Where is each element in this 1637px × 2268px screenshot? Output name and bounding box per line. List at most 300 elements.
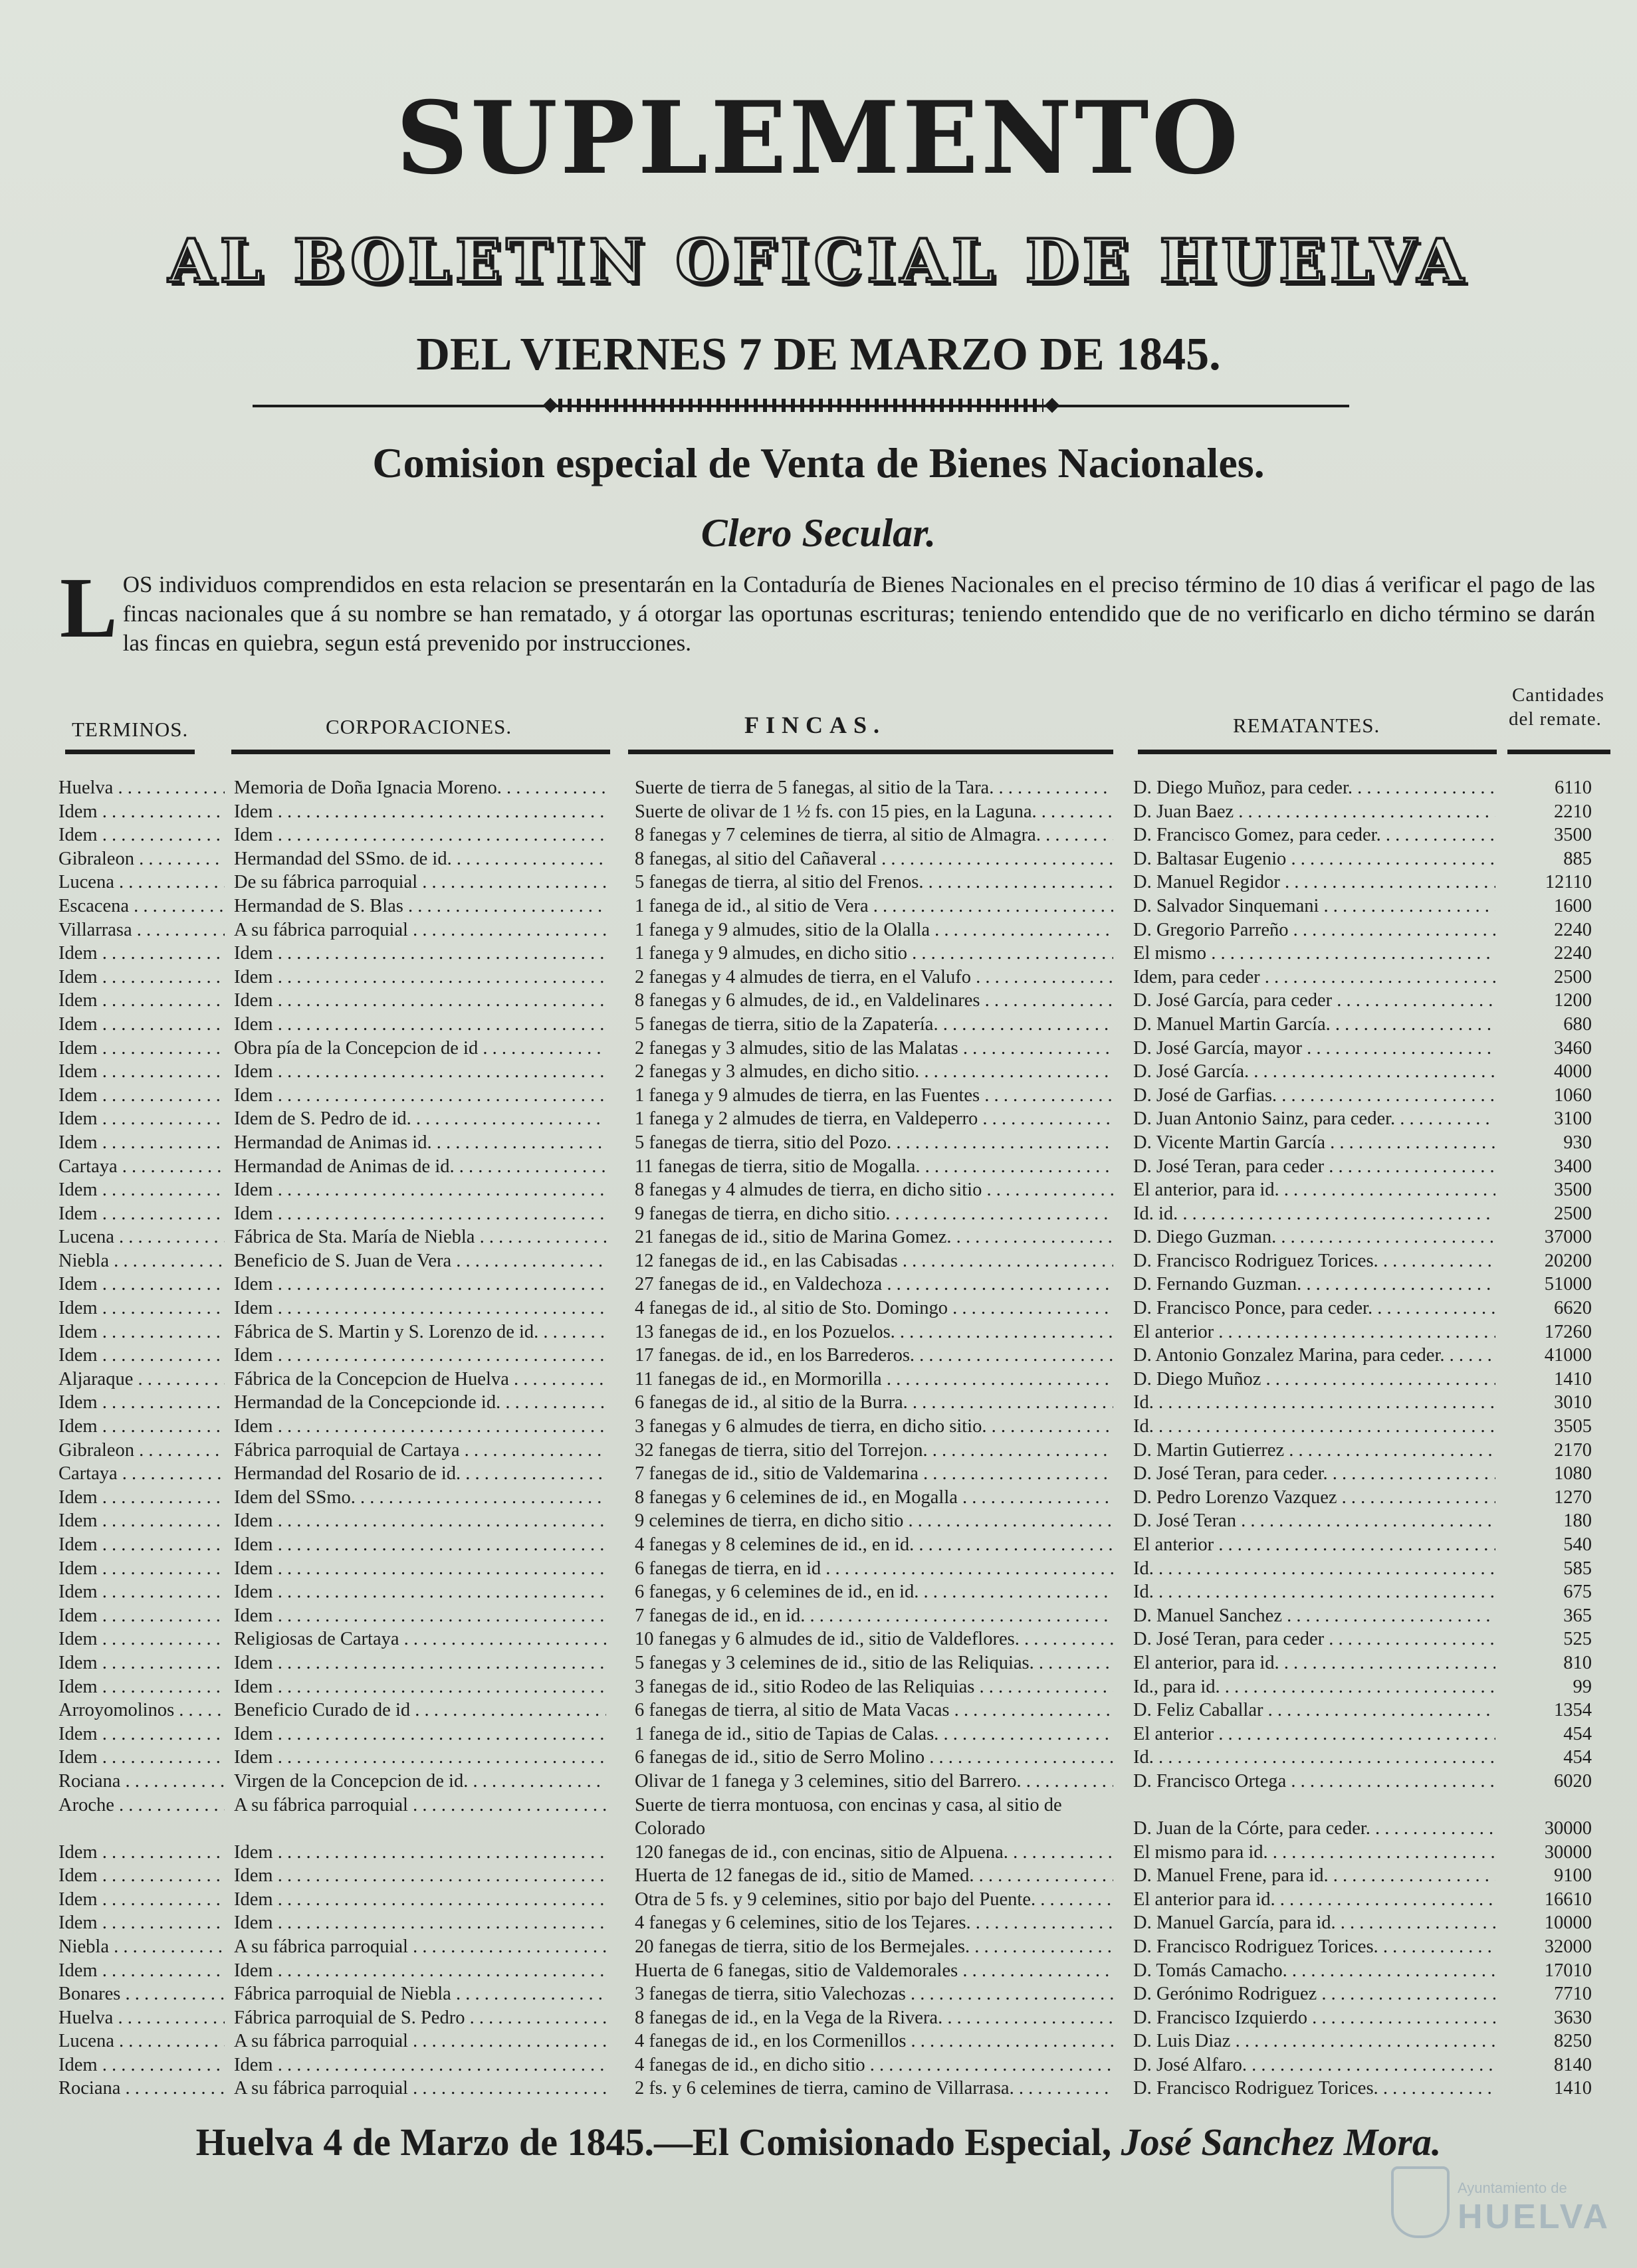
cantidad-cell: 20200: [1544, 1250, 1592, 1271]
finca-cell: 4 fanegas de id., en dicho sitio . . .: [635, 2053, 1113, 2077]
rematante-cell: D. José Teran, para ceder . . .: [1133, 1155, 1495, 1179]
table-row: [0, 1439, 1637, 1463]
finca-cell: 9 celemines de tierra, en dicho sitio . . .: [635, 1509, 1113, 1533]
finca-cell: Suerte de tierra de 5 fanegas, al sitio de la Tara. . . .: [635, 776, 1113, 800]
rematante-cell: D. Vicente Martin García . . .: [1133, 1131, 1495, 1155]
terminos-cell: Idem . . .: [58, 1509, 225, 1533]
cantidad-cell: 32000: [1544, 1936, 1592, 1957]
table-row: [0, 1084, 1637, 1108]
table-row: [0, 1959, 1637, 1983]
table-row: [0, 1580, 1637, 1604]
terminos-cell: Idem . . .: [58, 1084, 225, 1108]
terminos-cell: Idem . . .: [58, 1722, 225, 1746]
rematante-cell: D. Juan Baez . . .: [1133, 800, 1495, 824]
finca-cell: Olivar de 1 fanega y 3 celemines, sitio del Barrero. . . .: [635, 1770, 1113, 1794]
corporacion-cell: A su fábrica parroquial . . .: [234, 2029, 606, 2053]
table-row: [0, 847, 1637, 871]
table-row: [0, 942, 1637, 966]
footer-place-date: Huelva 4 de Marzo de 1845.—El Comisionado Especial,: [195, 2120, 1112, 2164]
finca-cell: 3 fanegas y 6 almudes de tierra, en dicho sitio. . . .: [635, 1415, 1113, 1439]
corporacion-cell: Hermandad de Animas id. . . .: [234, 1131, 606, 1155]
finca-cell: 5 fanegas de tierra, sitio del Pozo. . . .: [635, 1131, 1113, 1155]
rematante-cell: D. Pedro Lorenzo Vazquez . . .: [1133, 1486, 1495, 1510]
watermark-city: HUELVA: [1458, 2198, 1611, 2236]
terminos-cell: Bonares . . .: [58, 1982, 225, 2006]
cantidad-cell: 1410: [1554, 2078, 1592, 2099]
rematante-cell: D. Baltasar Eugenio . . .: [1133, 847, 1495, 871]
cantidad-cell: 2170: [1554, 1439, 1592, 1461]
intro-paragraph: [60, 560, 1595, 658]
terminos-cell: Idem . . .: [58, 1604, 225, 1628]
finca-cell: Otra de 5 fs. y 9 celemines, sitio por bajo del Puente. . . .: [635, 1888, 1113, 1912]
finca-cell: Huerta de 12 fanegas de id., sitio de Mamed. . . .: [635, 1864, 1113, 1888]
finca-cell: 10 fanegas y 6 almudes de id., sitio de Valdeflores. . . .: [635, 1627, 1113, 1651]
corporacion-cell: Idem . . .: [234, 1604, 606, 1628]
terminos-cell: Idem . . .: [58, 1344, 225, 1368]
finca-cell: 5 fanegas de tierra, al sitio del Frenos. . . .: [635, 871, 1113, 894]
corporacion-cell: Idem . . .: [234, 1746, 606, 1770]
terminos-cell: Idem . . .: [58, 800, 225, 824]
corporacion-cell: Hermandad del SSmo. de id. . . .: [234, 847, 606, 871]
cantidad-cell: 3460: [1554, 1037, 1592, 1059]
corporacion-cell: Idem . . .: [234, 1841, 606, 1865]
column-rule: [628, 750, 1113, 754]
terminos-cell: Idem . . .: [58, 823, 225, 847]
column-rule: [1507, 750, 1610, 754]
finca-cell: 5 fanegas de tierra, sitio de la Zapatería. . . .: [635, 1013, 1113, 1037]
table-row: [0, 871, 1637, 894]
finca-cell: 6 fanegas, y 6 celemines de id., en id. . . .: [635, 1580, 1113, 1604]
terminos-cell: Lucena . . .: [58, 871, 225, 894]
rematante-cell: D. Tomás Camacho. . . .: [1133, 1959, 1495, 1983]
section-heading: Clero Secular.: [701, 511, 936, 555]
corporacion-cell: Idem . . .: [234, 1060, 606, 1084]
table-row: [0, 1627, 1637, 1651]
cantidad-cell: 7710: [1554, 1984, 1592, 2005]
corporacion-cell: Idem . . .: [234, 1178, 606, 1202]
finca-cell: 2 fanegas y 4 almudes de tierra, en el Valufo . . .: [635, 966, 1113, 989]
terminos-cell: Rociana . . .: [58, 1770, 225, 1794]
rematante-cell: D. Manuel Martin García. . . .: [1133, 1013, 1495, 1037]
rematante-cell: Id. . . .: [1133, 1415, 1495, 1439]
column-header-terminos: TERMINOS.: [72, 718, 189, 741]
corporacion-cell: Idem . . .: [234, 1296, 606, 1320]
corporacion-cell: Idem . . .: [234, 1580, 606, 1604]
table-row: [0, 1533, 1637, 1557]
terminos-cell: Rociana . . .: [58, 2077, 225, 2101]
corporacion-cell: Idem . . .: [234, 1509, 606, 1533]
table-row: [0, 1864, 1637, 1888]
cantidad-cell: 1080: [1554, 1463, 1592, 1485]
corporacion-cell: Obra pía de la Concepcion de id . . .: [234, 1037, 606, 1061]
terminos-cell: Idem . . .: [58, 1107, 225, 1131]
table-row: [0, 2006, 1637, 2030]
finca-cell: 6 fanegas de id., al sitio de la Burra. . . .: [635, 1391, 1113, 1415]
finca-cell: 21 fanegas de id., sitio de Marina Gomez. . . .: [635, 1225, 1113, 1249]
terminos-cell: Idem . . .: [58, 1296, 225, 1320]
terminos-cell: Idem . . .: [58, 1415, 225, 1439]
table-row: [0, 1982, 1637, 2006]
rematante-cell: Id. id. . . .: [1133, 1202, 1495, 1226]
finca-cell: 11 fanegas de tierra, sitio de Mogalla. . . .: [635, 1155, 1113, 1179]
column-header-rematantes: REMATANTES.: [1233, 714, 1380, 737]
rematante-cell: D. José García, para ceder . . .: [1133, 989, 1495, 1013]
watermark-small-text: Ayuntamiento de: [1458, 2180, 1567, 2196]
rematante-cell: D. José García, mayor . . .: [1133, 1037, 1495, 1061]
finca-cell: 32 fanegas de tierra, sitio del Torrejon. . . .: [635, 1439, 1113, 1463]
corporacion-cell: Fábrica parroquial de Niebla . . .: [234, 1982, 606, 2006]
corporacion-cell: Hermandad de S. Blas . . .: [234, 894, 606, 918]
terminos-cell: Cartaya . . .: [58, 1155, 225, 1179]
rematante-cell: El anterior, para id. . . .: [1133, 1178, 1495, 1202]
corporacion-cell: Idem . . .: [234, 1959, 606, 1983]
finca-cell: 8 fanegas y 4 almudes de tierra, en dicho sitio . . .: [635, 1178, 1113, 1202]
finca-cell: 6 fanegas de tierra, al sitio de Mata Vacas . . .: [635, 1699, 1113, 1722]
cantidad-cell: 30000: [1544, 1841, 1592, 1863]
column-rule: [65, 750, 195, 754]
terminos-cell: Cartaya . . .: [58, 1462, 225, 1486]
terminos-cell: Idem . . .: [58, 1888, 225, 1912]
table-row: [0, 776, 1637, 800]
rematante-cell: D. Fernando Guzman. . . .: [1133, 1273, 1495, 1296]
rematante-cell: D. José Teran, para ceder. . . .: [1133, 1462, 1495, 1486]
corporacion-cell: Idem . . .: [234, 989, 606, 1013]
cantidad-cell: 30000: [1544, 1818, 1592, 1839]
drop-cap: L: [60, 560, 118, 656]
terminos-cell: Idem . . .: [58, 1013, 225, 1037]
corporacion-cell: De su fábrica parroquial . . .: [234, 871, 606, 894]
finca-cell: 9 fanegas de tierra, en dicho sitio. . . .: [635, 1202, 1113, 1226]
cantidad-cell: 810: [1563, 1652, 1592, 1673]
cantidad-cell: 8140: [1554, 2054, 1592, 2075]
cantidad-cell: 675: [1563, 1582, 1592, 1603]
cantidad-cell: 1600: [1554, 895, 1592, 916]
table-row: [0, 1391, 1637, 1415]
corporacion-cell: Idem . . .: [234, 1084, 606, 1108]
terminos-cell: Escacena . . .: [58, 894, 225, 918]
finca-cell: 8 fanegas de id., en la Vega de la Rivera. . . .: [635, 2006, 1113, 2030]
cantidad-cell: 3100: [1554, 1108, 1592, 1130]
table-row: [0, 966, 1637, 989]
cantidad-cell: 1354: [1554, 1700, 1592, 1721]
corporacion-cell: Idem . . .: [234, 823, 606, 847]
terminos-cell: Idem . . .: [58, 966, 225, 989]
table-row: [0, 823, 1637, 847]
rematante-cell: D. Manuel Regidor . . .: [1133, 871, 1495, 894]
table-row: [0, 1911, 1637, 1935]
rematante-cell: Id. . . .: [1133, 1557, 1495, 1581]
finca-cell: 8 fanegas y 6 almudes, de id., en Valdelinares . . .: [635, 989, 1113, 1013]
terminos-cell: Idem . . .: [58, 1202, 225, 1226]
terminos-cell: Idem . . .: [58, 1580, 225, 1604]
cantidad-cell: 3630: [1554, 2007, 1592, 2028]
finca-cell: 3 fanegas de tierra, sitio Valechozas . . .: [635, 1982, 1113, 2006]
table-row: [0, 1841, 1637, 1865]
terminos-cell: Idem . . .: [58, 1131, 225, 1155]
cantidad-cell: 12110: [1545, 872, 1592, 893]
terminos-cell: Huelva . . .: [58, 776, 225, 800]
table-row: [0, 1273, 1637, 1296]
finca-cell: 1 fanega y 9 almudes de tierra, en las Fuentes . . .: [635, 1084, 1113, 1108]
corporacion-cell: A su fábrica parroquial . . .: [234, 1935, 606, 1959]
cantidad-cell: 41000: [1544, 1345, 1592, 1366]
corporacion-cell: Fábrica parroquial de S. Pedro . . .: [234, 2006, 606, 2030]
table-row: [0, 1249, 1637, 1273]
corporacion-cell: Virgen de la Concepcion de id. . . .: [234, 1770, 606, 1794]
cantidad-cell: 930: [1563, 1132, 1592, 1153]
rematante-cell: D. Gregorio Parreño . . .: [1133, 918, 1495, 942]
corporacion-cell: Idem del SSmo. . . .: [234, 1486, 606, 1510]
table-row: [0, 1296, 1637, 1320]
table-row: [0, 1415, 1637, 1439]
corporacion-cell: Beneficio de S. Juan de Vera . . .: [234, 1249, 606, 1273]
corporacion-cell: Beneficio Curado de id . . .: [234, 1699, 606, 1722]
finca-cell: 4 fanegas de id., en los Cormenillos . . .: [635, 2029, 1113, 2053]
table-row: [0, 1060, 1637, 1084]
terminos-cell: Idem . . .: [58, 2053, 225, 2077]
cantidad-cell: 540: [1563, 1534, 1592, 1555]
table-row: [0, 1202, 1637, 1226]
rematante-cell: D. Martin Gutierrez . . .: [1133, 1439, 1495, 1463]
cantidad-cell: 3500: [1554, 825, 1592, 846]
rematante-cell: D. José Teran . . .: [1133, 1509, 1495, 1533]
table-row: [0, 1344, 1637, 1368]
table-row: [0, 2053, 1637, 2077]
table-row: [0, 1557, 1637, 1581]
corporacion-cell: Idem de S. Pedro de id. . . .: [234, 1107, 606, 1131]
finca-cell: 4 fanegas y 6 celemines, sitio de los Tejares. . . .: [635, 1911, 1113, 1935]
corporacion-cell: Idem . . .: [234, 2053, 606, 2077]
rematante-cell: El anterior . . .: [1133, 1533, 1495, 1557]
finca-cell: 1 fanega de id., sitio de Tapias de Calas. . . .: [635, 1722, 1113, 1746]
rematante-cell: D. José Teran, para ceder . . .: [1133, 1627, 1495, 1651]
rematante-cell: El mismo para id. . . .: [1133, 1841, 1495, 1865]
cantidad-cell: 2210: [1554, 801, 1592, 822]
rematante-cell: D. Diego Guzman. . . .: [1133, 1225, 1495, 1249]
cantidad-cell: 6620: [1554, 1298, 1592, 1319]
terminos-cell: Idem . . .: [58, 1273, 225, 1296]
corporacion-cell: Fábrica de la Concepcion de Huelva . . .: [234, 1368, 606, 1392]
finca-cell: 4 fanegas y 8 celemines de id., en id. . . .: [635, 1533, 1113, 1557]
finca-cell: 1 fanega y 9 almudes, en dicho sitio . . .: [635, 942, 1113, 966]
archive-watermark: [1391, 2153, 1611, 2246]
column-rule: [1138, 750, 1497, 754]
table-row: [0, 1604, 1637, 1628]
terminos-cell: Aroche . . .: [58, 1794, 225, 1817]
document-title: SUPLEMENTO: [395, 80, 1242, 197]
rematante-cell: El anterior . . .: [1133, 1722, 1495, 1746]
cantidad-cell: 3505: [1554, 1416, 1592, 1437]
terminos-cell: Idem . . .: [58, 1178, 225, 1202]
finca-cell: Huerta de 6 fanegas, sitio de Valdemorales . . .: [635, 1959, 1113, 1983]
cantidad-cell: 180: [1563, 1510, 1592, 1532]
rematante-cell: Id., para id. . . .: [1133, 1675, 1495, 1699]
terminos-cell: Huelva . . .: [58, 2006, 225, 2030]
table-row: [0, 1888, 1637, 1912]
corporacion-cell: Idem . . .: [234, 1911, 606, 1935]
corporacion-cell: Hermandad de la Concepcionde id. . . .: [234, 1391, 606, 1415]
rematante-cell: El anterior para id. . . .: [1133, 1888, 1495, 1912]
terminos-cell: Idem . . .: [58, 1841, 225, 1865]
rematante-cell: Id. . . .: [1133, 1746, 1495, 1770]
cantidad-cell: 3010: [1554, 1392, 1592, 1413]
rematante-cell: El mismo . . .: [1133, 942, 1495, 966]
corporacion-cell: Idem . . .: [234, 942, 606, 966]
cantidad-cell: 2500: [1554, 966, 1592, 987]
terminos-cell: Idem . . .: [58, 1557, 225, 1581]
terminos-cell: Gibraleon . . .: [58, 1439, 225, 1463]
terminos-cell: Idem . . .: [58, 1959, 225, 1983]
rematante-cell: D. Juan de la Córte, para ceder. . . .: [1133, 1817, 1495, 1841]
cantidad-cell: 1410: [1554, 1368, 1592, 1390]
table-row: [0, 1794, 1637, 1841]
terminos-cell: Idem . . .: [58, 942, 225, 966]
table-row: [0, 989, 1637, 1013]
table-row: [0, 1675, 1637, 1699]
rematante-cell: D. Salvador Sinquemani . . .: [1133, 894, 1495, 918]
rematante-cell: D. Diego Muñoz . . .: [1133, 1368, 1495, 1392]
intro-text: OS individuos comprendidos en esta relacion se presentarán en la Contaduría de Bienes Nacionales en el preciso término de 10 dias á verificar el pago de las fincas nacionales que á su nombre se han rematado, y á otorgar las oportunas escrituras; teniendo entendido que de no verificarlo en dicho término se darán las fincas en quiebra, segun está prevenido por instrucciones.: [122, 571, 1595, 656]
rematante-cell: D. Antonio Gonzalez Marina, para ceder. . . .: [1133, 1344, 1495, 1368]
table-row: [0, 1155, 1637, 1179]
corporacion-cell: Fábrica de Sta. María de Niebla . . .: [234, 1225, 606, 1249]
rematante-cell: D. Feliz Caballar . . .: [1133, 1699, 1495, 1722]
finca-cell: 4 fanegas de id., al sitio de Sto. Domingo . . .: [635, 1296, 1113, 1320]
table-row: [0, 1037, 1637, 1061]
finca-cell: 12 fanegas de id., en las Cabisadas . . .: [635, 1249, 1113, 1273]
terminos-cell: Arroyomolinos . . .: [58, 1699, 225, 1722]
corporacion-cell: Religiosas de Cartaya . . .: [234, 1627, 606, 1651]
finca-cell: 8 fanegas, al sitio del Cañaveral . . .: [635, 847, 1113, 871]
table-row: [0, 1225, 1637, 1249]
cantidad-cell: 4000: [1554, 1061, 1592, 1082]
rematante-cell: D. Luis Diaz . . .: [1133, 2029, 1495, 2053]
sales-table: [0, 776, 1637, 2101]
cantidad-cell: 10000: [1544, 1912, 1592, 1934]
terminos-cell: Idem . . .: [58, 1486, 225, 1510]
terminos-cell: Idem . . .: [58, 989, 225, 1013]
rematante-cell: Id. . . .: [1133, 1580, 1495, 1604]
issue-date: DEL VIERNES 7 DE MARZO DE 1845.: [416, 329, 1221, 380]
rematante-cell: D. José García. . . .: [1133, 1060, 1495, 1084]
rematante-cell: D. Manuel Frene, para id. . . .: [1133, 1864, 1495, 1888]
cantidad-cell: 17260: [1544, 1321, 1592, 1342]
corporacion-cell: Idem . . .: [234, 1273, 606, 1296]
table-row: [0, 1699, 1637, 1722]
table-row: [0, 1178, 1637, 1202]
terminos-cell: Idem . . .: [58, 1746, 225, 1770]
finca-cell: 8 fanegas y 7 celemines de tierra, al sitio de Almagra. . . .: [635, 823, 1113, 847]
corporacion-cell: A su fábrica parroquial . . .: [234, 1794, 606, 1817]
cantidad-cell: 9100: [1554, 1865, 1592, 1887]
rematante-cell: D. Juan Antonio Sainz, para ceder. . . .: [1133, 1107, 1495, 1131]
corporacion-cell: Fábrica parroquial de Cartaya . . .: [234, 1439, 606, 1463]
corporacion-cell: Idem . . .: [234, 1013, 606, 1037]
table-row: [0, 800, 1637, 824]
finca-cell: 20 fanegas de tierra, sitio de los Bermejales. . . .: [635, 1935, 1113, 1959]
column-header-corporaciones: CORPORACIONES.: [326, 715, 512, 738]
rematante-cell: D. José Alfaro. . . .: [1133, 2053, 1495, 2077]
rematante-cell: D. José de Garfias. . . .: [1133, 1084, 1495, 1108]
cantidad-cell: 885: [1563, 848, 1592, 869]
rematante-cell: D. Francisco Gomez, para ceder. . . .: [1133, 823, 1495, 847]
corporacion-cell: Idem . . .: [234, 966, 606, 989]
corporacion-cell: Fábrica de S. Martin y S. Lorenzo de id. . . .: [234, 1320, 606, 1344]
finca-cell: 2 fanegas y 3 almudes, sitio de las Malatas . . .: [635, 1037, 1113, 1061]
terminos-cell: Idem . . .: [58, 1911, 225, 1935]
corporacion-cell: Idem . . .: [234, 1202, 606, 1226]
terminos-cell: Idem . . .: [58, 1864, 225, 1888]
corporacion-cell: Idem . . .: [234, 1533, 606, 1557]
terminos-cell: Idem . . .: [58, 1627, 225, 1651]
cantidad-cell: 3400: [1554, 1156, 1592, 1177]
corporacion-cell: Idem . . .: [234, 1344, 606, 1368]
terminos-cell: Idem . . .: [58, 1391, 225, 1415]
document-subtitle: AL BOLETIN OFICIAL DE HUELVA: [167, 226, 1470, 296]
table-row: [0, 1320, 1637, 1344]
corporacion-cell: A su fábrica parroquial . . .: [234, 2077, 606, 2101]
finca-cell: 120 fanegas de id., con encinas, sitio de Alpuena. . . .: [635, 1841, 1113, 1865]
table-row: [0, 1013, 1637, 1037]
corporacion-cell: Idem . . .: [234, 1415, 606, 1439]
table-row: [0, 1131, 1637, 1155]
cantidad-cell: 2500: [1554, 1203, 1592, 1224]
cantidad-cell: 17010: [1544, 1960, 1592, 1981]
cantidad-cell: 8250: [1554, 2031, 1592, 2052]
finca-cell: 2 fs. y 6 celemines de tierra, camino de Villarrasa. . . .: [635, 2077, 1113, 2101]
finca-cell: Suerte de olivar de 1 ½ fs. con 15 pies, en la Laguna. . . .: [635, 800, 1113, 824]
cantidad-cell: 3500: [1554, 1180, 1592, 1201]
rematante-cell: D. Gerónimo Rodriguez . . .: [1133, 1982, 1495, 2006]
corporacion-cell: Idem . . .: [234, 1675, 606, 1699]
terminos-cell: Aljaraque . . .: [58, 1368, 225, 1392]
cantidad-cell: 16610: [1544, 1889, 1592, 1910]
cantidad-cell: 680: [1563, 1013, 1592, 1035]
cantidad-cell: 454: [1563, 1723, 1592, 1744]
corporacion-cell: Idem . . .: [234, 1651, 606, 1675]
corporacion-cell: Memoria de Doña Ignacia Moreno. . . .: [234, 776, 606, 800]
finca-cell: 6 fanegas de tierra, en id . . .: [635, 1557, 1113, 1581]
table-row: [0, 2029, 1637, 2053]
cantidad-cell: 525: [1563, 1629, 1592, 1650]
cantidad-cell: 1270: [1554, 1487, 1592, 1508]
table-row: [0, 1722, 1637, 1746]
column-header-fincas: FINCAS.: [744, 712, 887, 738]
terminos-cell: Lucena . . .: [58, 2029, 225, 2053]
terminos-cell: Idem . . .: [58, 1651, 225, 1675]
commission-heading: Comision especial de Venta de Bienes Nacionales.: [372, 439, 1265, 486]
table-row: [0, 894, 1637, 918]
column-header-cantidades-1: Cantidades: [1512, 684, 1604, 706]
cantidad-cell: 2240: [1554, 919, 1592, 940]
terminos-cell: Niebla . . .: [58, 1935, 225, 1959]
corporacion-cell: Hermandad de Animas de id. . . .: [234, 1155, 606, 1179]
rematante-cell: D. Francisco Ponce, para ceder. . . .: [1133, 1296, 1495, 1320]
rematante-cell: El anterior . . .: [1133, 1320, 1495, 1344]
terminos-cell: Lucena . . .: [58, 1225, 225, 1249]
commissioner-signature: José Sanchez Mora.: [1121, 2120, 1442, 2164]
corporacion-cell: Idem . . .: [234, 1557, 606, 1581]
column-header-cantidades-2: del remate.: [1509, 708, 1602, 730]
finca-cell: 3 fanegas de id., sitio Rodeo de las Reliquias . . .: [635, 1675, 1113, 1699]
table-row: [0, 918, 1637, 942]
corporacion-cell: Hermandad del Rosario de id. . . .: [234, 1462, 606, 1486]
terminos-cell: Idem . . .: [58, 1533, 225, 1557]
finca-cell: Suerte de tierra montuosa, con encinas y casa, al sitio de Colorado: [635, 1794, 1062, 1839]
coat-of-arms-icon: [1391, 2166, 1450, 2238]
rematante-cell: Id. . . .: [1133, 1391, 1495, 1415]
table-row: [0, 1368, 1637, 1392]
